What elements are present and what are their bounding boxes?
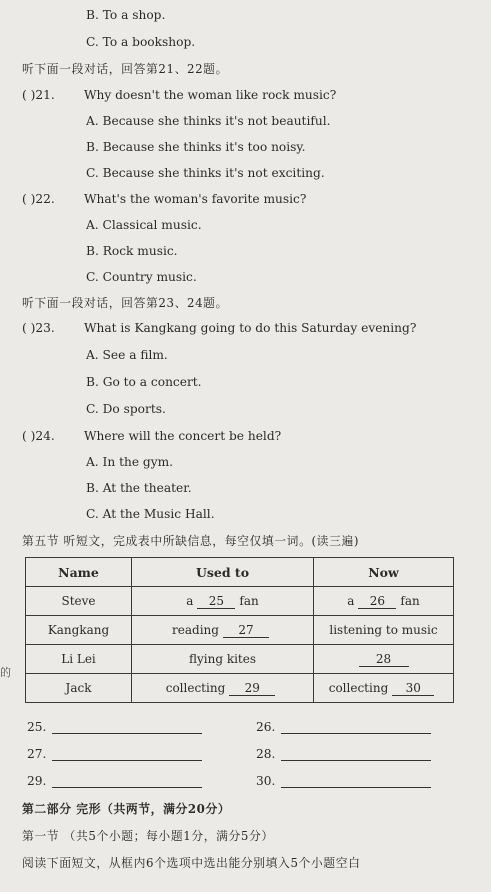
answer-line-30: 30. [256, 774, 431, 788]
option-line: C. To a bookshop. [86, 35, 196, 49]
blank-27: 27 [223, 623, 269, 638]
question-24 [22, 428, 281, 444]
column-header: Name [26, 558, 132, 587]
answer-paren: ( )22. [22, 192, 55, 206]
option-line: B. Because she thinks it's too noisy. [86, 140, 306, 154]
name-cell: Jack [26, 674, 132, 703]
table-row [26, 616, 454, 645]
table-row [26, 674, 454, 703]
question-23 [22, 320, 416, 336]
section-heading: 第五节 听短文，完成表中所缺信息，每空仅填一词。(读三遍) [22, 534, 360, 548]
name-cell: Steve [26, 587, 132, 616]
now-cell: a 26 fan [314, 587, 454, 616]
option-line: A. Classical music. [86, 218, 202, 232]
option-line: B. To a shop. [86, 8, 166, 22]
blank-25: 25 [197, 594, 235, 609]
answer-blank[interactable] [52, 733, 202, 734]
section-heading: 第一节 （共5个小题；每小题1分，满分5分） [22, 829, 274, 843]
used-to-cell: flying kites [132, 645, 314, 674]
used-to-cell: reading 27 [132, 616, 314, 645]
question-22 [22, 191, 306, 207]
answer-line-26: 26. [256, 720, 431, 734]
option-line: B. Go to a concert. [86, 375, 202, 389]
answer-blank[interactable] [281, 760, 431, 761]
option-line: C. Because she thinks it's not exciting. [86, 166, 325, 180]
question-text: Why doesn't the woman like rock music? [84, 88, 337, 102]
now-cell: collecting 30 [314, 674, 454, 703]
used-to-cell: a 25 fan [132, 587, 314, 616]
margin-mark: 的 [0, 666, 11, 679]
answer-blank[interactable] [281, 787, 431, 788]
option-line: A. In the gym. [86, 455, 174, 469]
answer-blank[interactable] [281, 733, 431, 734]
question-21 [22, 87, 336, 103]
option-line: C. Country music. [86, 270, 197, 284]
part-heading: 第二部分 完形（共两节，满分20分） [22, 802, 231, 816]
option-line: A. Because she thinks it's not beautiful. [86, 114, 331, 128]
table-header-row [26, 558, 454, 587]
blank-30: 30 [392, 681, 434, 696]
blank-28: 28 [359, 652, 409, 667]
option-line: A. See a film. [86, 348, 168, 362]
column-header: Used to [132, 558, 314, 587]
blank-29: 29 [229, 681, 275, 696]
answer-line-29: 29. [27, 774, 202, 788]
name-cell: Kangkang [26, 616, 132, 645]
instruction-line: 听下面一段对话，回答第21、22题。 [22, 62, 228, 76]
instruction-line: 阅读下面短文，从框内6个选项中选出能分别填入5个小题空白 [22, 856, 361, 870]
blank-26: 26 [358, 594, 396, 609]
name-cell: Li Lei [26, 645, 132, 674]
now-cell: listening to music [314, 616, 454, 645]
used-to-cell: collecting 29 [132, 674, 314, 703]
table-row [26, 645, 454, 674]
answer-line-27: 27. [27, 747, 202, 761]
instruction-line: 听下面一段对话，回答第23、24题。 [22, 296, 228, 310]
answer-paren: ( )23. [22, 321, 55, 335]
option-line: C. At the Music Hall. [86, 507, 215, 521]
now-cell [314, 645, 454, 674]
question-text: Where will the concert be held? [84, 429, 282, 443]
answer-blank[interactable] [52, 787, 202, 788]
option-line: B. Rock music. [86, 244, 178, 258]
answer-paren: ( )24. [22, 429, 55, 443]
question-text: What is Kangkang going to do this Saturday evening? [84, 321, 417, 335]
answer-blank[interactable] [52, 760, 202, 761]
table-row [26, 587, 454, 616]
answer-paren: ( )21. [22, 88, 55, 102]
question-text: What's the woman's favorite music? [84, 192, 307, 206]
info-table [25, 557, 454, 703]
answer-line-28: 28. [256, 747, 431, 761]
option-line: B. At the theater. [86, 481, 192, 495]
option-line: C. Do sports. [86, 402, 166, 416]
column-header: Now [314, 558, 454, 587]
answer-line-25: 25. [27, 720, 202, 734]
